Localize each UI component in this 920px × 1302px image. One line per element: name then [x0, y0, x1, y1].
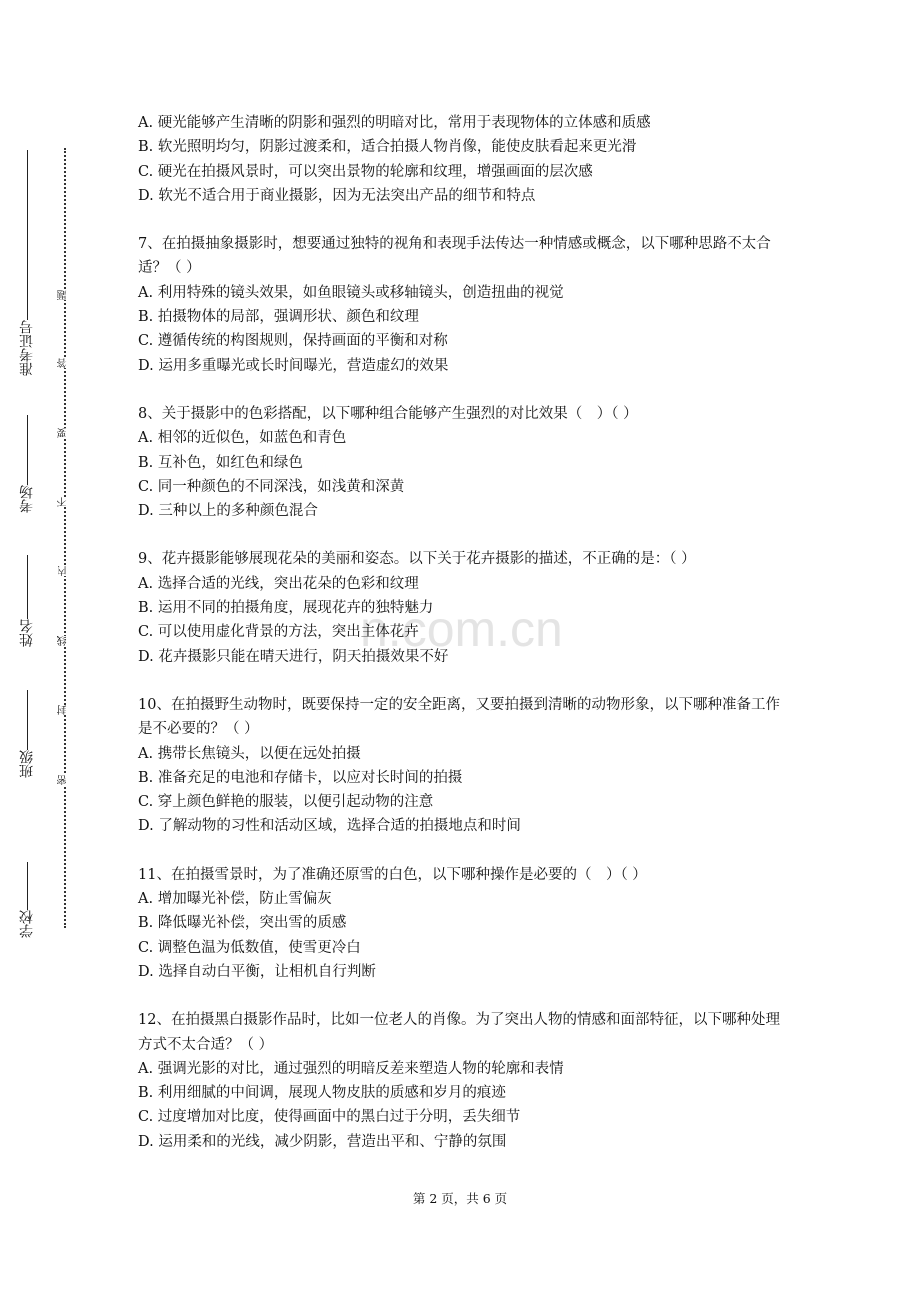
question-8	[138, 402, 788, 523]
option-d: D. 运用多重曝光或长时间曝光，营造虚幻的效果	[138, 357, 449, 374]
field-underline	[27, 415, 28, 485]
option-c: C. 过度增加对比度，使得画面中的黑白过于分明，丢失细节	[138, 1109, 521, 1126]
field-label: 学校	[19, 910, 35, 938]
field-underline	[27, 555, 28, 619]
question-11	[138, 863, 788, 984]
question-10	[138, 693, 788, 839]
option-c: C. 穿上颜色鲜艳的服装，以便引起动物的注意	[138, 794, 434, 811]
option-d: D. 软光不适合用于商业摄影，因为无法突出产品的细节和特点	[138, 187, 536, 204]
question-stem: 10、在拍摄野生动物时，既要保持一定的安全距离，又要拍摄到清晰的动物形象，以下哪种准备工作是不必要的？（ ）	[138, 696, 780, 738]
question-list	[138, 111, 788, 1154]
field-school	[16, 862, 38, 938]
binding-margin	[0, 0, 110, 1302]
field-label: 姓名	[19, 619, 35, 647]
field-class	[16, 690, 38, 778]
option-b: B. 拍摄物体的局部，强调形状、颜色和纹理	[138, 309, 419, 326]
option-d: D. 花卉摄影只能在晴天进行，阴天拍摄效果不好	[138, 648, 449, 665]
option-b: B. 互补色，如红色和绿色	[138, 454, 303, 471]
option-a: A. 强调光影的对比，通过强烈的明暗反差来塑造人物的轮廓和表情	[138, 1060, 564, 1077]
seal-char: 内	[58, 566, 72, 576]
question-stem: 8、关于摄影中的色彩搭配，以下哪种组合能够产生强烈的对比效果（ ）（ ）	[138, 405, 638, 422]
option-a: A. 硬光能够产生清晰的阴影和强烈的明暗对比，常用于表现物体的立体感和质感	[138, 115, 651, 131]
question-7	[138, 232, 788, 378]
question-stem: 11、在拍摄雪景时，为了准确还原雪的白色，以下哪种操作是必要的（ ）（ ）	[138, 866, 647, 883]
question-12	[138, 1008, 788, 1154]
field-underline	[27, 150, 28, 320]
option-c: C. 同一种颜色的不同深浅，如浅黄和深黄	[138, 478, 405, 495]
seal-char: 题	[58, 290, 72, 300]
option-a: A. 利用特殊的镜头效果，如鱼眼镜头或移轴镜头，创造扭曲的视觉	[138, 284, 564, 301]
field-label: 准考证号	[19, 320, 35, 376]
option-d: D. 三种以上的多种颜色混合	[138, 503, 318, 520]
field-name	[16, 555, 38, 647]
field-label: 考场	[19, 485, 35, 513]
option-b: B. 降低曝光补偿，突出雪的质感	[138, 915, 347, 932]
option-d: D. 了解动物的习性和活动区域，选择合适的拍摄地点和时间	[138, 818, 521, 835]
field-underline	[27, 862, 28, 910]
option-a: A. 携带长焦镜头，以便在远处拍摄	[138, 745, 361, 762]
seal-char: 密	[58, 775, 72, 785]
question-stem: 7、在拍摄抽象摄影时，想要通过独特的视角和表现手法传达一种情感或概念，以下哪种思路不太合适？（ ）	[138, 236, 771, 277]
option-c: C. 硬光在拍摄风景时，可以突出景物的轮廓和纹理，增强画面的层次感	[138, 163, 593, 180]
field-underline	[27, 690, 28, 750]
option-a: A. 相邻的近似色，如蓝色和青色	[138, 430, 347, 447]
seal-char: 线	[58, 636, 72, 646]
option-d: D. 选择自动白平衡，让相机自行判断	[138, 963, 376, 980]
option-c: C. 调整色温为低数值，使雪更冷白	[138, 939, 361, 956]
seal-char: 答	[58, 358, 72, 368]
seal-char: 封	[58, 705, 72, 715]
question-6-continued	[138, 111, 788, 208]
option-a: A. 增加曝光补偿，防止雪偏灰	[138, 891, 332, 908]
option-c: C. 可以使用虚化背景的方法，突出主体花卉	[138, 624, 419, 641]
option-a: A. 选择合适的光线，突出花朵的色彩和纹理	[138, 575, 419, 592]
question-9	[138, 547, 788, 668]
field-exam-room	[16, 415, 38, 513]
option-b: B. 利用细腻的中间调，展现人物皮肤的质感和岁月的痕迹	[138, 1085, 506, 1102]
seal-char: 要	[58, 428, 72, 438]
option-b: B. 软光照明均匀，阴影过渡柔和，适合拍摄人物肖像，能使皮肤看起来更光滑	[138, 139, 637, 156]
watermark: n.com.cn	[360, 601, 563, 657]
field-exam-number	[16, 150, 38, 376]
option-d: D. 运用柔和的光线，减少阴影，营造出平和、宁静的氛围	[138, 1133, 507, 1150]
option-b: B. 运用不同的拍摄角度，展现花卉的独特魅力	[138, 600, 434, 617]
option-b: B. 准备充足的电池和存储卡，以应对长时间的拍摄	[138, 769, 463, 786]
page-footer: 第 2 页，共 6 页	[412, 1191, 508, 1206]
field-label: 班级	[19, 750, 35, 778]
question-stem: 12、在拍摄黑白摄影作品时，比如一位老人的肖像。为了突出人物的情感和面部特征，以下哪种处理方式不太合适？（ ）	[138, 1012, 780, 1053]
seal-char: 不	[58, 497, 72, 507]
option-c: C. 遵循传统的构图规则，保持画面的平衡和对称	[138, 333, 448, 350]
seal-dotted-line	[64, 148, 66, 928]
question-stem: 9、花卉摄影能够展现花朵的美丽和姿态。以下关于花卉摄影的描述，不正确的是：（ ）	[138, 551, 696, 568]
